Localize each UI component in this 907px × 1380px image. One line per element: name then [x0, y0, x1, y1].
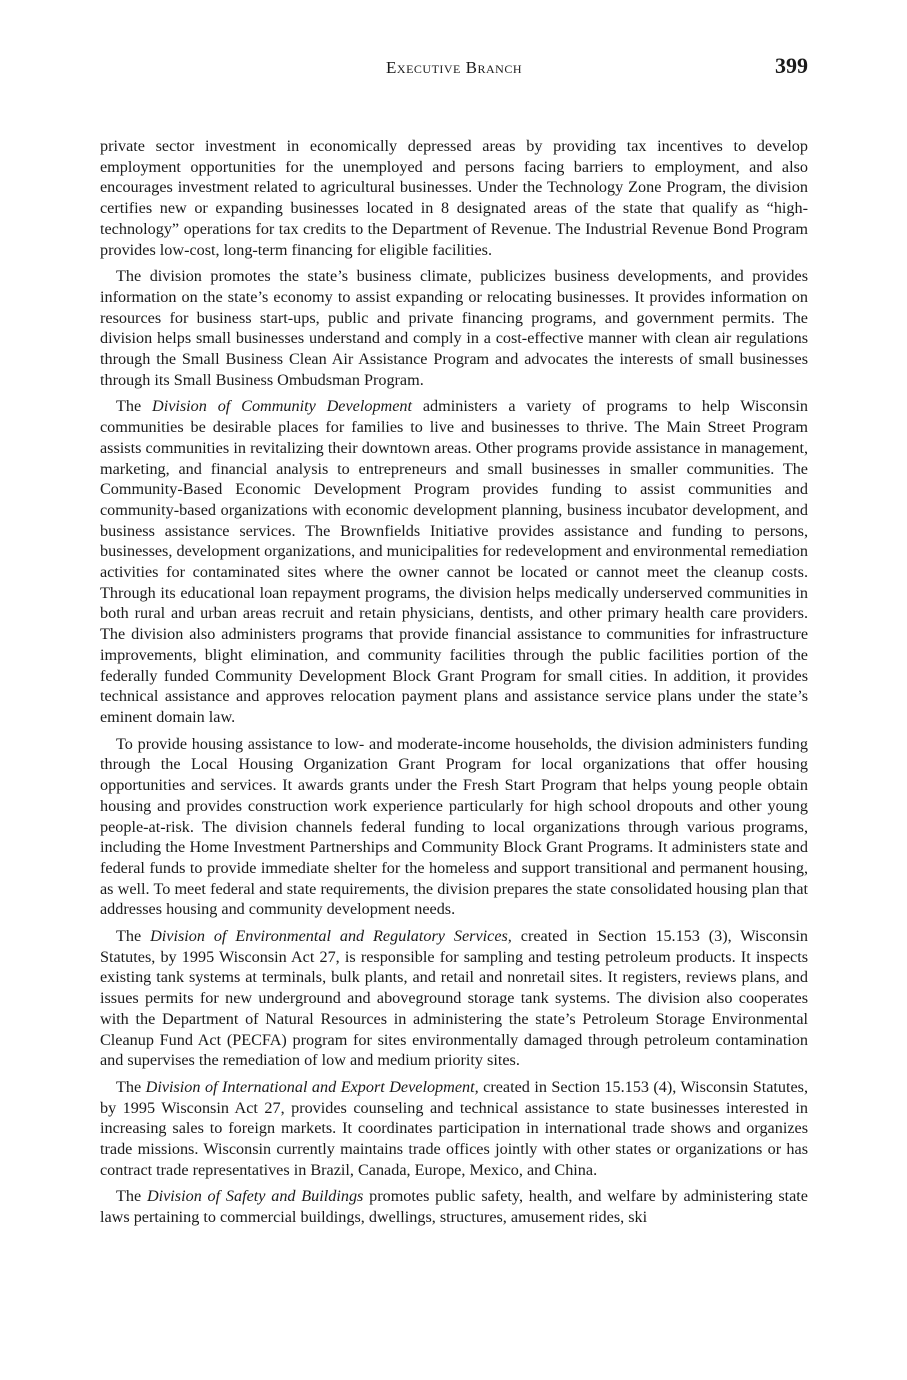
page-number: 399 — [775, 53, 808, 78]
document-page — [100, 0, 808, 1234]
paragraph-2: The division promotes the state’s business climate, publicizes business developments, and provides information on the state’s economy to assist expanding or relocating businesses. It provides information on resources for business start-ups, public and private financing programs, and government permits. The division helps small businesses understand and comply in a cost-effective manner with clean air regulations through the Small Business Clean Air Assistance Program and advocates the interests of small businesses through its Small Business Ombudsman Program. — [100, 267, 808, 389]
running-title: Executive Branch — [386, 58, 522, 77]
paragraph-4: To provide housing assistance to low- and moderate-income households, the division administers funding through the Local Housing Organization Grant Program for local organizations that offer housing opportunities and services. It awards grants under the Fresh Start Program that helps young people obtain housing and provides construction work experience particularly for high school dropouts and other young people-at-risk. The division channels federal funding to local organizations through various programs, including the Home Investment Partnerships and Community Block Grant Programs. It administers state and federal funds to provide immediate shelter for the homeless and support transitional and permanent housing, as well. To meet federal and state requirements, the division prepares the state consolidated housing plan that addresses housing and community development needs. — [100, 734, 808, 919]
division-name: Division of Environmental and Regulatory Services, — [150, 927, 512, 946]
paragraph-5: The Division of Environmental and Regulatory Services, created in Section 15.153 (3), Wisconsin Statutes, by 1995 Wisconsin Act 27, is responsible for sampling and testing petroleum products. It inspects existing tank systems at terminals, bulk plants, and retail and nonretail sites. It registers, reviews plans, and issues permits for new underground and aboveground storage tank systems. The division also cooperates with the Department of Natural Resources in administering the state’s Petroleum Storage Environmental Cleanup Fund Act (PECFA) program for sites environmentally damaged through petroleum contamination and supervises the remediation of low and medium priority sites. — [100, 927, 808, 1070]
paragraph-7: The Division of Safety and Buildings promotes public safety, health, and welfare by administering state laws pertaining to commercial buildings, dwellings, structures, amusement rides, ski — [100, 1187, 808, 1227]
running-header — [100, 48, 808, 88]
paragraph-3: The Division of Community Development administers a variety of programs to help Wisconsin communities be desirable places for families to live and businesses to thrive. The Main Street Program assists communities in revitalizing their downtown areas. Other programs provide assistance in management, marketing, and financial analysis to entrepreneurs and small businesses in smaller communities. The Community-Based Economic Development Program provides funding to assist communities and community-based organizations with economic development planning, business incubator development, and business assistance services. The Brownfields Initiative provides assistance and funding to persons, businesses, development organizations, and municipalities for redevelopment and environmental remediation activities for contaminated sites where the owner cannot be located or cannot meet the cleanup costs. Through its educational loan repayment programs, the division helps medically underserved communities in both rural and urban areas recruit and retain physicians, dentists, and other primary health care providers. The division also administers programs that provide financial assistance to communities for infrastructure improvements, blight elimination, and community facilities through the public facilities portion of the federally funded Community Development Block Grant Program for small cities. In addition, it provides technical assistance and approves relocation payment plans and assistance service plans under the state’s eminent domain law. — [100, 397, 808, 726]
paragraph-6: The Division of International and Export Development, created in Section 15.153 (4), Wisconsin Statutes, by 1995 Wisconsin Act 27, provides counseling and technical assistance to state businesses interested in increasing sales to foreign markets. It coordinates participation in international trade shows and organizes trade missions. Wisconsin currently maintains trade offices jointly with other states or organizations or has contract trade representatives in Brazil, Canada, Europe, Mexico, and China. — [100, 1077, 808, 1179]
paragraph-1: private sector investment in economically depressed areas by providing tax incentives to develop employment opportunities for the unemployed and persons facing barriers to employment, and also encourages investment related to agricultural businesses. Under the Technology Zone Program, the division certifies new or expanding businesses located in 8 designated areas of the state that qualify as “high-technology” operations for tax credits to the Department of Revenue. The Industrial Revenue Bond Program provides low-cost, long-term financing for eligible facilities. — [100, 137, 808, 259]
division-name: Division of International and Export Development, — [145, 1077, 479, 1096]
body-text — [100, 136, 808, 1228]
division-name: Division of Community Development — [152, 397, 413, 416]
division-name: Division of Safety and Buildings — [146, 1187, 364, 1206]
